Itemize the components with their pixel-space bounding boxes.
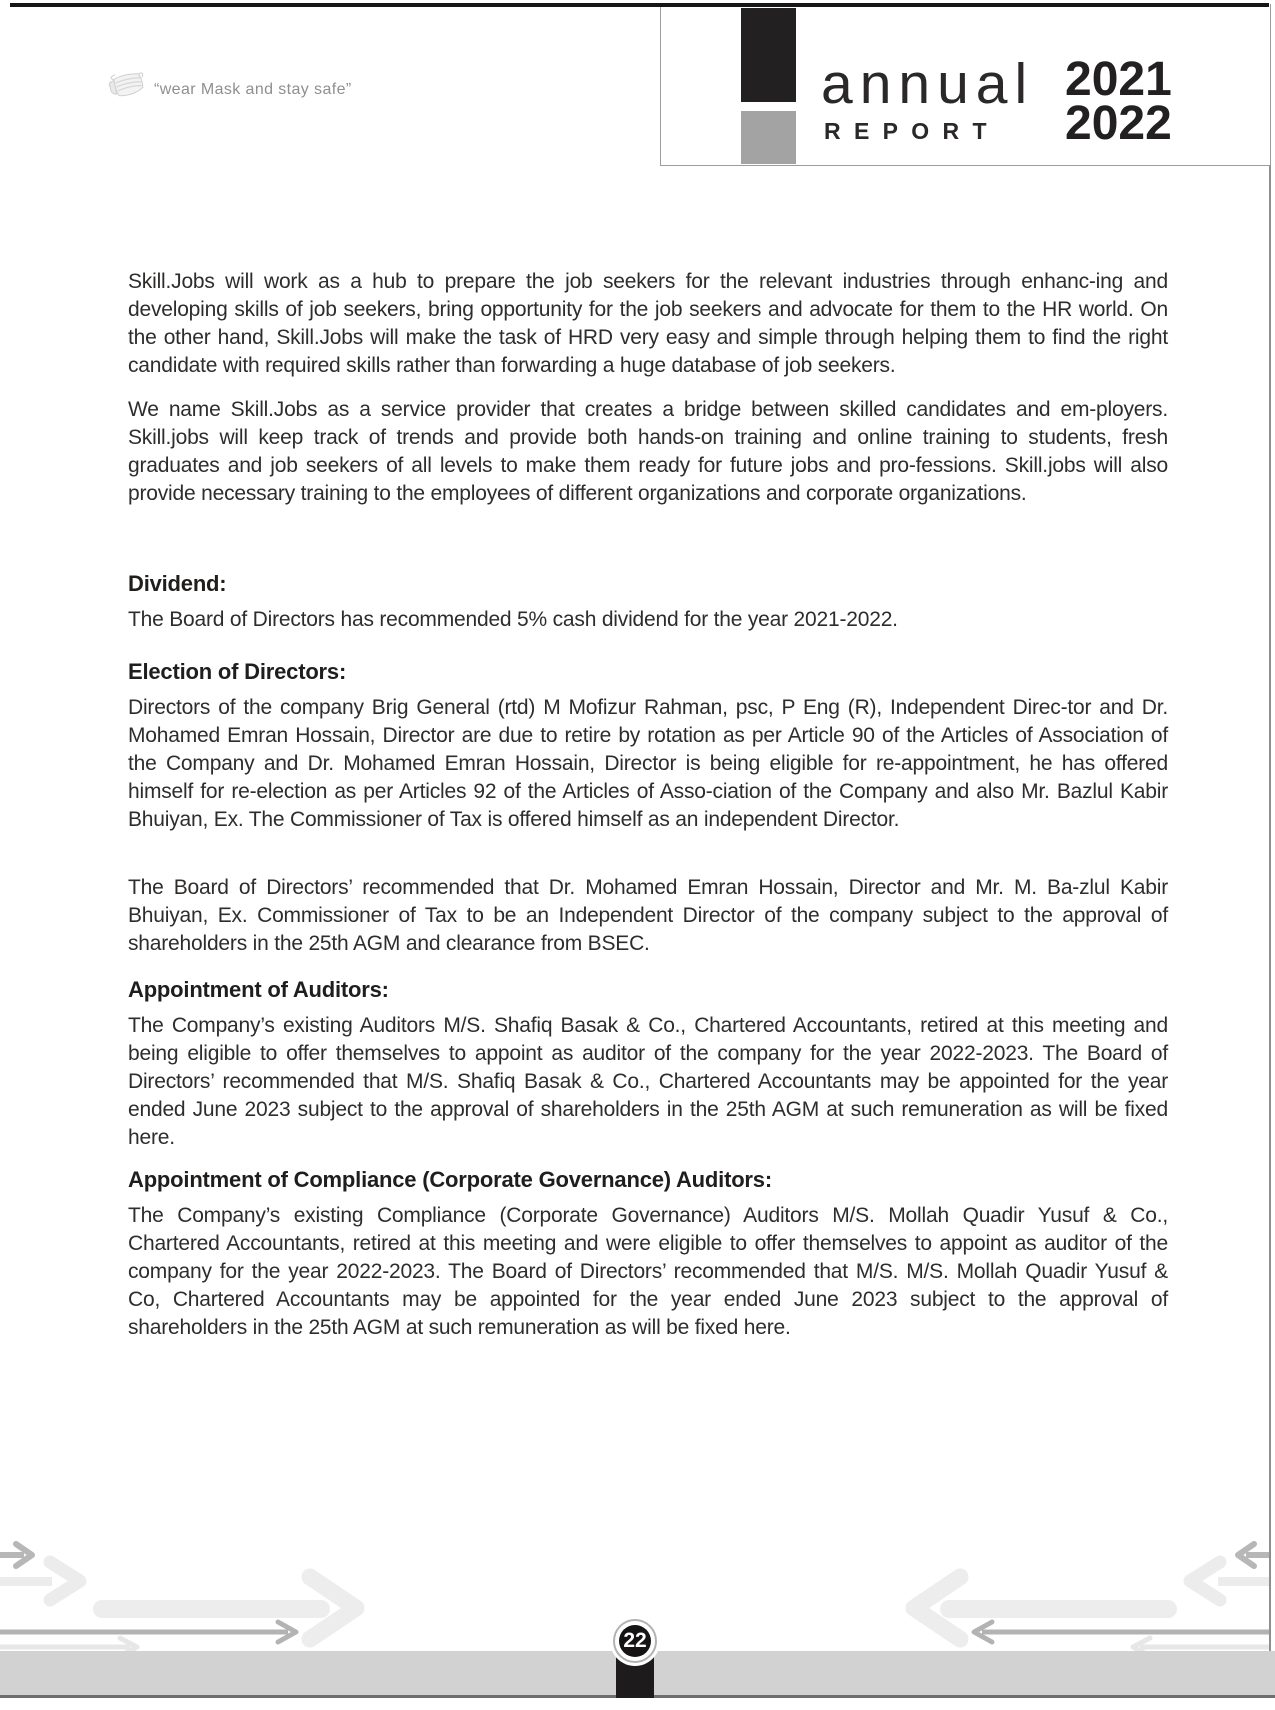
- section-heading-auditors: Appointment of Auditors:: [128, 977, 389, 1002]
- right-border-rule: [1269, 5, 1271, 1651]
- logo-year-bottom: 2022: [1065, 97, 1172, 150]
- page-number-badge: [613, 1619, 657, 1663]
- section-paragraph: The Board of Directors’ recommended that Dr. Mohamed Emran Hossain, Director and Mr. M. Ba-zlul Kabir Bhuiyan, Ex. Commissioner of Tax to be an Independent Director of the company subject to the approval of shareholders in the 25th AGM and clearance from BSEC.: [128, 876, 1168, 955]
- logo-title: annual: [821, 52, 1035, 116]
- annual-report-logo: [660, 4, 1271, 166]
- intro-block: [128, 268, 1168, 524]
- intro-paragraph: We name Skill.Jobs as a service provider that creates a bridge between skilled candidates and em-ployers. Skill.jobs will keep track of trends and provide both hands-on training and online training to students, fresh graduates and job seekers of all levels to make them ready for future jobs and pro-fessions. Skill.jobs will also provide necessary training to the employees of different organizations and corporate organizations.: [128, 398, 1168, 505]
- mask-note-text: “wear Mask and stay safe”: [154, 80, 352, 98]
- mask-note-group: [108, 70, 352, 109]
- logo-year-top: 2021: [1065, 53, 1172, 106]
- intro-paragraph: Skill.Jobs will work as a hub to prepare the job seekers for the relevant industries through enhanc-ing and developing skills of job seekers, bring opportunity for the job seekers and advocate for them to the HR world. On the other hand, Skill.Jobs will make the task of HRD very easy and simple through helping them to find the right candidate with required skills rather than forwarding a huge database of job seekers.: [128, 270, 1168, 377]
- section-heading-compliance-auditors: Appointment of Compliance (Corporate Governance) Auditors:: [128, 1167, 772, 1192]
- section-paragraph: The Company’s existing Auditors M/S. Shafiq Basak & Co., Chartered Accountants, retired at this meeting and being eligible to offer themselves to appoint as auditor of the company for the year 2022-2023. The Board of Directors’ recommended that M/S. Shafiq Basak & Co., Chartered Accountants may be appointed for the year ended June 2023 subject to the approval of shareholders in the 25th AGM at such remuneration as will be fixed here.: [128, 1014, 1168, 1149]
- logo-gray-block: [741, 111, 796, 164]
- section-paragraph: The Company’s existing Compliance (Corporate Governance) Auditors M/S. Mollah Quadir Yusuf & Co., Chartered Accountants, retired at this meeting and were eligible to offer themselves to appoint as auditor of the company for the year 2022-2023. The Board of Directors’ recommended that M/S. M/S. Mollah Quadir Yusuf & Co, Chartered Accountants may be appointed for the year ended June 2023 subject to the approval of shareholders in the 25th AGM at such remuneration as will be fixed here.: [128, 1204, 1168, 1339]
- logo-black-block: [741, 8, 796, 102]
- section-paragraph: The Board of Directors has recommended 5% cash dividend for the year 2021-2022.: [128, 608, 898, 631]
- logo-years: [1065, 53, 1172, 150]
- section-paragraph: Directors of the company Brig General (rtd) M Mofizur Rahman, psc, P Eng (R), Independent Direc-tor and Dr. Mohamed Emran Hossain, Director are due to retire by rotation as per Article 90 of the Articles of Association of the Company and Dr. Mohamed Emran Hossain, Director is being eligible for re-appointment, he has offered himself for re-election as per Articles 92 of the Articles of Asso-ciation of the Company and also Mr. Bazlul Kabir Bhuiyan, Ex. The Commissioner of Tax is offered himself as an independent Director.: [128, 696, 1168, 831]
- section-heading-dividend: Dividend:: [128, 571, 227, 596]
- arrows-right-decoration: [870, 1538, 1270, 1663]
- face-mask-icon: [105, 67, 151, 112]
- section-compliance-body: [128, 1202, 1168, 1358]
- section-heading-election: Election of Directors:: [128, 659, 347, 684]
- arrows-left-decoration: [0, 1538, 400, 1663]
- section-dividend-body: [128, 606, 1168, 650]
- logo-subtitle: REPORT: [824, 118, 1000, 144]
- section-election-body-1: [128, 694, 1168, 850]
- top-border-rule: [10, 3, 1269, 7]
- section-auditors-body: [128, 1012, 1168, 1168]
- page-number: 22: [619, 1625, 651, 1657]
- section-election-body-2: [128, 874, 1168, 974]
